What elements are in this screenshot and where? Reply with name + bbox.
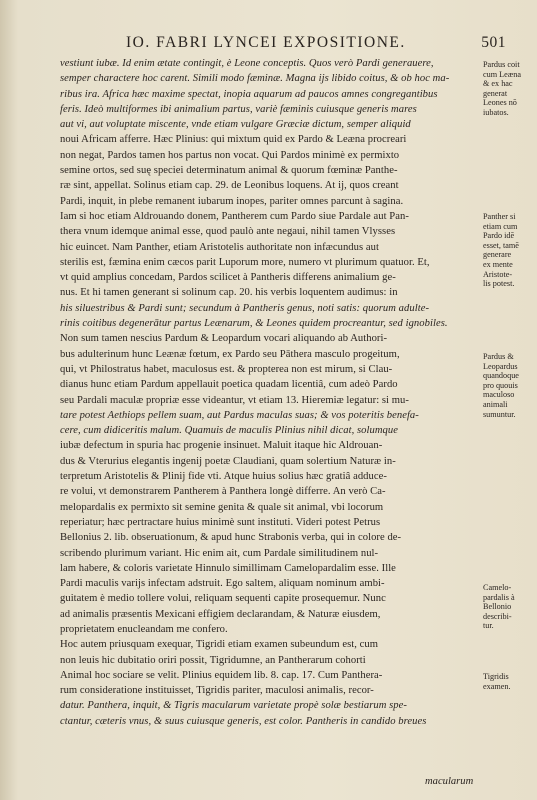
marginal-note-line: ex mente (483, 259, 513, 269)
text-line: thera vnum idemque animal esse, quod paulò ante negaui, nihil tamen Vlysses (60, 226, 396, 238)
text-line: ad animalis præsentis Mexicani effigiem declarandam, & Naturæ eiusdem, (60, 608, 381, 620)
text-line: rinis coitibus degenerātur partus Leænarum, & Leones quidem procreantur, sed ignobiles. (60, 318, 448, 330)
marginal-note-line: Leones nō (483, 98, 517, 108)
page-number: 501 (481, 34, 506, 51)
marginal-note-line: iubatos. (483, 107, 509, 117)
text-line: Hoc autem priusquam exequar, Tigridi etiam examen subeundum est, cum (60, 639, 379, 651)
text-line: Pardi, inquit, in plebe remanent iubarum inopes, pariter omnes parcunt à sagina. (60, 195, 404, 207)
marginal-note-line: lis potest. (483, 279, 515, 289)
running-header (60, 34, 530, 54)
marginal-note-line: examen. (483, 681, 511, 691)
marginal-note-line: pro quouis (483, 380, 518, 390)
text-line: nus. Et hi tamen generant si solinum cap. 20. his verbis loquentem audimus: in (60, 287, 398, 299)
marginal-note-line: Bellonio (483, 602, 512, 612)
text-line: noui Africam afferre. Hæc Plinius: qui mixtum quid ex Pardo & Leæna procreari (60, 134, 407, 146)
marginal-note-line: Leopardus (483, 361, 518, 371)
text-line: sterilis est, fæmina enim cæcos parit Luporum more, numero vt plurimum quatuor. Et, (60, 256, 430, 268)
marginal-note-5 (483, 672, 537, 691)
marginal-note-4 (483, 583, 537, 631)
marginal-note-3 (483, 352, 537, 419)
text-line: reperiatur; hæc pertractare huius minimè sunt instituti. Videri potest Petrus (60, 516, 381, 528)
text-line: bus adulterinum hunc Leænæ fœtum, ex Pardo seu Pāthera masculo progeitum, (60, 348, 400, 360)
marginal-note-line: Aristote- (483, 269, 513, 279)
text-line: scribendo plurimum variant. Hic enim ait, cum Pardale similitudinem nul- (60, 547, 379, 559)
text-line: Iam si hoc etiam Aldrouando donem, Pantherem cum Pardo siue Pardale aut Pan- (60, 210, 409, 222)
marginal-note-line: sumuntur. (483, 409, 516, 419)
text-line: Pardi maculis varijs infectam adstruit. Ego saltem, aliquam nominum ambi- (60, 578, 385, 590)
text-line: non negat, Pardos tamen hos partus non vocat. Qui Pardos minimè ex permixto (60, 149, 400, 161)
text-line: rum consideratione instituisset, Tigridis pariter, maculosi animalis, recor- (60, 685, 374, 697)
text-line: tare potest Aethiops pellem suam, aut Pardus maculas suas; & vos poteritis benefa- (60, 409, 419, 421)
marginal-note-line: cum Leæna (483, 69, 521, 79)
text-line: his siluestribus & Pardi sunt; secundum à Pantheris genus, noti satis: quorum adulte- (60, 302, 430, 314)
text-line: guitatem è medio tollere volui, reliquam sequenti capite prosequemur. Nunc (60, 593, 386, 605)
text-line: re volui, vt demonstrarem Pantherem à Panthera longè differre. An verò Ca- (60, 486, 386, 498)
marginal-note-line: animali (483, 399, 508, 409)
marginal-note-line: Pardo idē (483, 231, 515, 241)
text-line: semper charactere hoc carent. Simili modo fæminæ. Magna ijs libido coitus, & ob hoc ma- (60, 73, 450, 85)
text-line: Animal hoc sociare se velit. Plinius equidem lib. 8. cap. 17. Cum Panthera- (60, 669, 383, 681)
text-line: vestiunt iubæ. Id enim ætate contingit, è Leone conceptis. Quos verò Pardi generauere, (60, 58, 434, 69)
text-line: feris. Ideò multiformes ibi animalium partus, variè fæminis cuiusque generis mares (60, 103, 417, 115)
text-line: seu Pardali maculæ propriæ esse videantur, vt etiam 13. Hieremiæ legatur: si mu- (60, 394, 409, 406)
text-line: dianus hunc etiam Pardum appellauit poetica quadam licentiâ, cum adeò Pardo (60, 379, 398, 391)
text-line: terpretum Aristotelis & Plinij fide vti. Atque huius solius hæc gratiâ adduce- (60, 471, 387, 483)
text-line: ræ sint, appellat. Solinus etiam cap. 29. de Leonibus loquens. At ij, quos creant (60, 180, 399, 192)
text-line: aut vi, aut voluptate miscente, vnde etiam vulgare Græciæ dictum, semper aliquid (60, 119, 411, 131)
text-line: proprietatem enucleandam me confero. (60, 623, 228, 635)
body-text (60, 56, 478, 729)
marginal-note-line: Camelo- (483, 583, 512, 592)
text-line: melopardalis ex permixto sit semine genita & quale sit animal, vbi locorum (60, 501, 384, 513)
text-line: vt quid amplius concedam, Pardos scilicet à Pantheris differens animalium ge- (60, 272, 396, 284)
marginal-note-line: Panther si (483, 212, 516, 221)
text-line: dus & Vterurius elegantis ingenij poetæ Claudiani, quam solertium Naturæ in- (60, 455, 396, 467)
marginal-note-line: generare (483, 250, 512, 260)
marginal-note-line: Pardus & (483, 352, 514, 361)
marginal-note-2 (483, 212, 537, 289)
text-line: iubæ defectum in spuria hac progenie insinuet. Maluit itaque hic Aldrouan- (60, 440, 383, 452)
marginal-note-line: esset, tamē (483, 240, 519, 250)
marginal-note-line: Tigridis (483, 672, 509, 681)
catchword: macularum (425, 776, 474, 787)
text-line: cere, cum didiceritis malum. Quamuis de maculis Plinius nihil dicat, solumque (60, 425, 399, 437)
text-line: Non sum tamen nescius Pardum & Leopardum vocari aliquando ab Authori- (60, 333, 388, 345)
text-line: datur. Panthera, inquit, & Tigris macularum varietate propè solæ bestiarum spe- (60, 700, 407, 712)
marginal-note-1 (483, 60, 537, 118)
marginal-note-line: maculoso (483, 390, 515, 400)
text-line: Bellonius 2. lib. obseruationum, & apud hunc Strabonis verba, qui in colore de- (60, 532, 402, 544)
marginal-note-line: generat (483, 88, 508, 98)
text-line: non leuis hic dubitatio oriri possit, Tigridumne, an Pantherarum cohorti (60, 654, 366, 666)
marginal-note-line: etiam cum (483, 221, 518, 231)
running-title: IO. FABRI LYNCEI EXPOSITIONE. (126, 34, 406, 51)
marginal-note-line: pardalis à (483, 592, 515, 602)
marginal-note-line: describi- (483, 611, 512, 621)
marginal-note-line: quandoque (483, 371, 519, 381)
text-line: semine ortos, sed suę speciei determinatum animal & quorum fœminæ Panthe- (60, 165, 398, 177)
text-line: lam habere, & coloris varietate Hinnulo simillimam Camelopardalim esse. Ille (60, 562, 396, 574)
text-line: hic euincet. Nam Panther, etiam Aristotelis authoritate non infæcundus aut (60, 241, 379, 253)
marginal-note-line: tur. (483, 621, 494, 631)
text-line: qui, vt Philostratus habet, maculosus est. & propterea non est mirum, si Clau- (60, 363, 393, 375)
text-line: ctantur, cæteris vnus, & suus cuiusque generis, est color. Pantheris in candido breues (60, 715, 427, 727)
marginal-note-line: & ex hac (483, 79, 513, 89)
marginal-note-line: Pardus coit (483, 60, 520, 69)
text-line: ribus ira. Africa hæc maxime spectat, inopia aquarum ad paucos amnes congregantibus (60, 88, 438, 100)
